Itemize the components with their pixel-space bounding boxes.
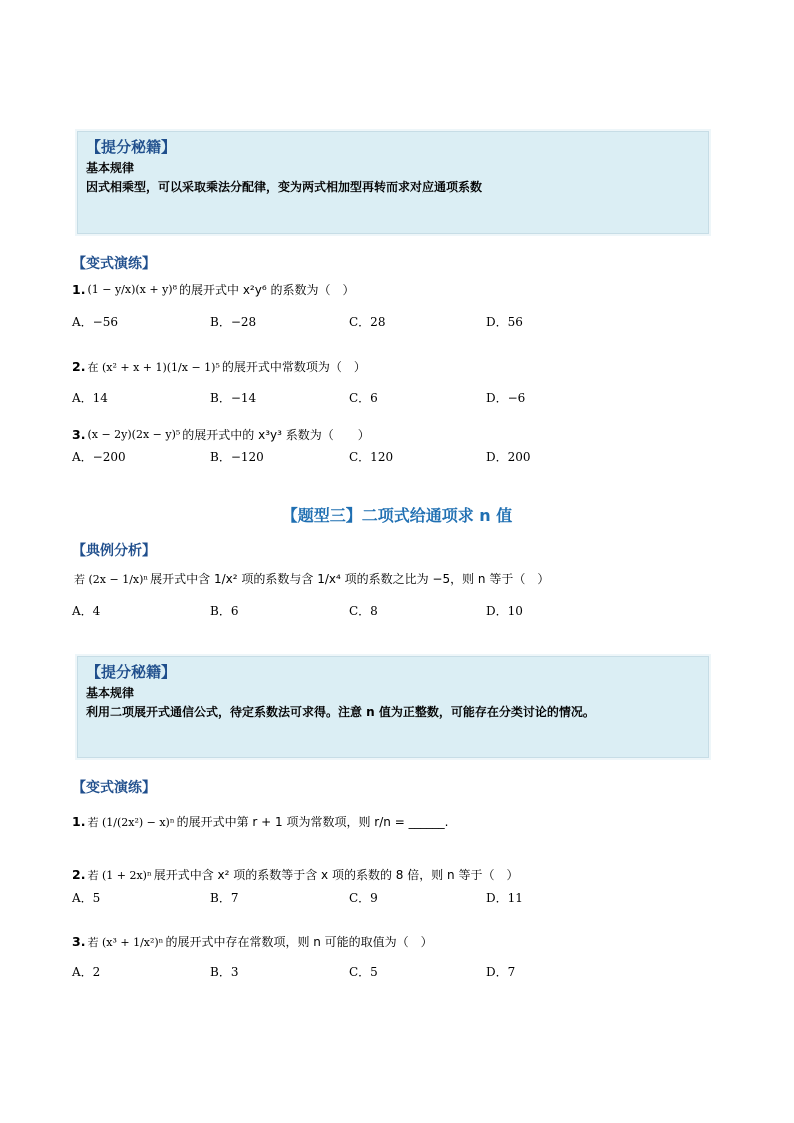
question-number: 1. bbox=[72, 282, 86, 297]
option-a[interactable]: A．14 bbox=[72, 391, 108, 405]
practice-header-1: 【变式演练】 bbox=[72, 256, 156, 272]
tip-subtitle: 基本规律 bbox=[86, 686, 135, 700]
tip-title: 【提分秘籍】 bbox=[86, 138, 177, 156]
option-a[interactable]: A．−56 bbox=[72, 315, 118, 329]
tip-title: 【提分秘籍】 bbox=[86, 663, 177, 681]
option-b[interactable]: B．3 bbox=[210, 965, 239, 979]
question-number: 1. bbox=[72, 814, 86, 829]
practice2-question-1 bbox=[72, 813, 448, 830]
question-expression: 在 (x² + x + 1)(1/x − 1)⁵ bbox=[87, 360, 220, 374]
question-number: 3. bbox=[72, 427, 86, 442]
question-number: 2. bbox=[72, 867, 86, 882]
option-c[interactable]: C．8 bbox=[349, 604, 378, 618]
option-a[interactable]: A．5 bbox=[72, 891, 101, 905]
question-expression: 若 (x³ + 1/x²)ⁿ bbox=[87, 935, 164, 949]
practice2-q3-options bbox=[72, 963, 632, 979]
question-expression: 若 (2x − 1/x)ⁿ bbox=[74, 572, 149, 586]
practice1-q2-options bbox=[72, 389, 632, 405]
question-expression: (1 − y/x)(x + y)⁸ bbox=[87, 283, 177, 296]
tip-text: 利用二项展开式通信公式，待定系数法可求得。注意 n 值为正整数，可能存在分类讨论的情况。 bbox=[86, 705, 595, 719]
option-a[interactable]: A．−200 bbox=[72, 450, 126, 464]
practice1-question-1 bbox=[72, 281, 354, 298]
option-b[interactable]: B．−28 bbox=[210, 315, 257, 329]
practice1-q1-options bbox=[72, 313, 632, 329]
question-expression: 若 (1/(2x²) − x)ⁿ bbox=[87, 815, 175, 829]
example-question bbox=[72, 570, 549, 587]
option-c[interactable]: C．28 bbox=[349, 315, 386, 329]
question-text: 展开式中含 x² 项的系数等于含 x 项的系数的 8 倍，则 n 等于（ ） bbox=[153, 868, 519, 882]
option-a[interactable]: A．4 bbox=[72, 604, 101, 618]
question-text: 展开式中含 1/x² 项的系数与含 1/x⁴ 项的系数之比为 −5，则 n 等于（ ） bbox=[150, 572, 550, 586]
option-d[interactable]: D．200 bbox=[486, 450, 531, 464]
practice1-question-3 bbox=[72, 426, 370, 443]
question-text: 的展开式中的 x³y³ 系数为（ ） bbox=[182, 428, 370, 442]
example-header: 【典例分析】 bbox=[72, 543, 156, 559]
tip-box-2 bbox=[77, 656, 709, 758]
question-text: 的展开式中存在常数项，则 n 可能的取值为（ ） bbox=[165, 935, 433, 949]
option-d[interactable]: D．−6 bbox=[486, 391, 526, 405]
option-d[interactable]: D．7 bbox=[486, 965, 516, 979]
question-expression: 若 (1 + 2x)ⁿ bbox=[87, 868, 152, 882]
question-text: 的展开式中第 r + 1 项为常数项，则 r/n = ______. bbox=[176, 815, 449, 829]
option-c[interactable]: C．9 bbox=[349, 891, 378, 905]
option-b[interactable]: B．−14 bbox=[210, 391, 257, 405]
option-b[interactable]: B．7 bbox=[210, 891, 239, 905]
practice1-q3-options bbox=[72, 448, 632, 464]
option-d[interactable]: D．11 bbox=[486, 891, 523, 905]
tip-text: 因式相乘型，可以采取乘法分配律，变为两式相加型再转而求对应通项系数 bbox=[86, 180, 483, 194]
question-text: 的展开式中常数项为（ ） bbox=[221, 360, 366, 374]
example-options bbox=[72, 602, 632, 618]
option-d[interactable]: D．56 bbox=[486, 315, 523, 329]
practice2-q2-options bbox=[72, 889, 632, 905]
option-a[interactable]: A．2 bbox=[72, 965, 101, 979]
practice2-question-3 bbox=[72, 933, 433, 950]
question-number: 2. bbox=[72, 359, 86, 374]
tip-box-1 bbox=[77, 131, 709, 234]
practice-header-2: 【变式演练】 bbox=[72, 780, 156, 796]
option-d[interactable]: D．10 bbox=[486, 604, 523, 618]
option-c[interactable]: C．6 bbox=[349, 391, 378, 405]
question-text: 的展开式中 x²y⁶ 的系数为（ ） bbox=[179, 283, 355, 297]
practice1-question-2 bbox=[72, 358, 366, 375]
question-number: 3. bbox=[72, 934, 86, 949]
section-title: 【题型三】二项式给通项求 n 值 bbox=[281, 506, 513, 525]
tip-subtitle: 基本规律 bbox=[86, 161, 135, 175]
option-b[interactable]: B．6 bbox=[210, 604, 239, 618]
option-c[interactable]: C．120 bbox=[349, 450, 394, 464]
option-c[interactable]: C．5 bbox=[349, 965, 378, 979]
practice2-question-2 bbox=[72, 866, 518, 883]
question-expression: (x − 2y)(2x − y)⁵ bbox=[87, 428, 181, 441]
option-b[interactable]: B．−120 bbox=[210, 450, 264, 464]
